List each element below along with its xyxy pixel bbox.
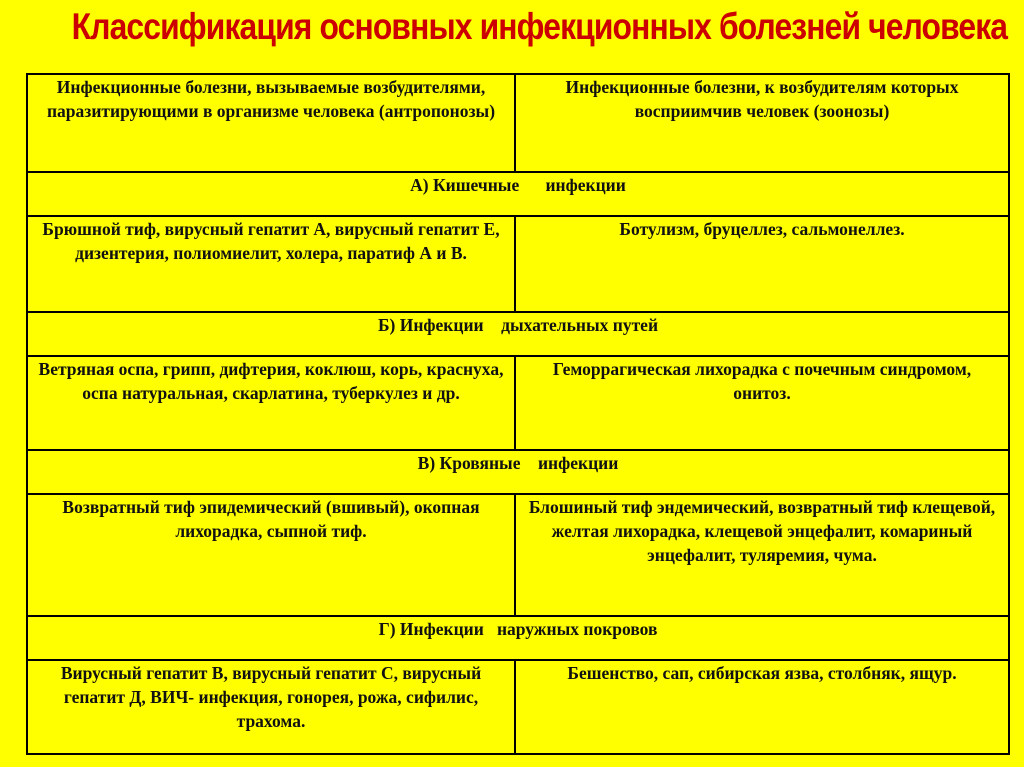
section-label-blood: [27, 450, 1009, 494]
section-label-text: Б) Инфекции дыхательных путей: [377, 315, 659, 335]
section-row-external: [27, 616, 1009, 660]
section-label-text: А) Кишечные инфекции: [410, 175, 626, 195]
respiratory-anthroponoses-cell: Ветряная оспа, грипп, дифтерия, коклюш, корь, краснуха, оспа натуральная, скарлатина, туберкулез и др.: [27, 356, 515, 450]
section-row-blood: [27, 450, 1009, 494]
header-zoonoses: Инфекционные болезни, к возбудителям которых восприимчив человек (зоонозы): [515, 74, 1009, 172]
intestinal-anthroponoses-cell: Брюшной тиф, вирусный гепатит А, вирусный гепатит Е, дизентерия, полиомиелит, холера, паратиф А и В.: [27, 216, 515, 312]
section-label-respiratory: [27, 312, 1009, 356]
table-row: [27, 494, 1009, 616]
intestinal-zoonoses-cell: Ботулизм, бруцеллез, сальмонеллез.: [515, 216, 1009, 312]
classification-table: [26, 73, 1010, 755]
page-title: Классификация основных инфекционных болезней человека: [71, 6, 1008, 47]
blood-anthroponoses-cell: Возвратный тиф эпидемический (вшивый), окопная лихорадка, сыпной тиф.: [27, 494, 515, 616]
table-row: [27, 216, 1009, 312]
external-zoonoses-cell: Бешенство, сап, сибирская язва, столбняк, ящур.: [515, 660, 1009, 754]
section-row-intestinal: [27, 172, 1009, 216]
section-label-intestinal: [27, 172, 1009, 216]
header-anthroponoses: Инфекционные болезни, вызываемые возбудителями, паразитирующими в организме человека (антропонозы): [27, 74, 515, 172]
table-row: [27, 660, 1009, 754]
section-row-respiratory: [27, 312, 1009, 356]
external-anthroponoses-cell: Вирусный гепатит В, вирусный гепатит С, вирусный гепатит Д, ВИЧ- инфекция, гонорея, рожа, сифилис, трахома.: [27, 660, 515, 754]
section-label-text: Г) Инфекции наружных покровов: [378, 619, 658, 639]
respiratory-zoonoses-cell: Геморрагическая лихорадка с почечным синдромом, онитоз.: [515, 356, 1009, 450]
section-label-text: В) Кровяные инфекции: [417, 453, 619, 473]
section-label-external: [27, 616, 1009, 660]
table-row: [27, 356, 1009, 450]
header-row: [27, 74, 1009, 172]
blood-zoonoses-cell: Блошиный тиф эндемический, возвратный тиф клещевой, желтая лихорадка, клещевой энцефалит, комариный энцефалит, туляремия, чума.: [515, 494, 1009, 616]
